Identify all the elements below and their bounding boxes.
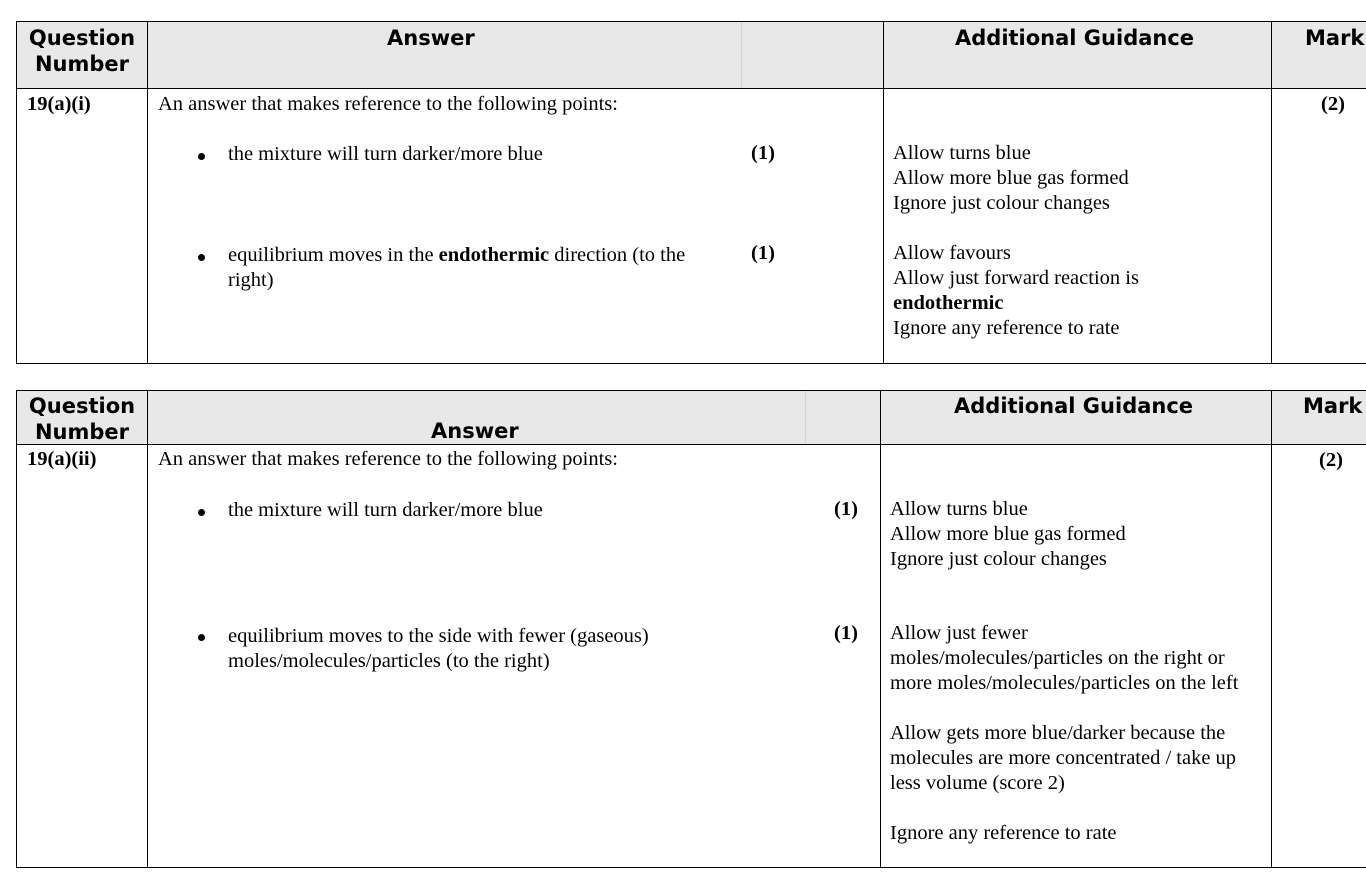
point-2-mark: (1)	[751, 242, 775, 264]
additional-guidance-header: Additional Guidance	[954, 394, 1194, 418]
answer-intro: An answer that makes reference to the following points:	[158, 93, 618, 115]
answer-point-2: equilibrium moves to the side with fewer (gaseous) moles/molecules/particles (to the right)	[228, 625, 649, 672]
answer-intro: An answer that makes reference to the following points:	[158, 448, 618, 470]
answer-point-1: the mixture will turn darker/more blue	[228, 143, 543, 165]
answer-header: Answer	[431, 419, 519, 443]
guidance-point-2: Allow just fewer moles/molecules/particles on the right or more moles/molecules/particles on the left Allow gets more blue/darker because the molecules are more concentrated / take up less volume (score 2) Ignore any reference to rate	[890, 622, 1239, 844]
answer-header: Answer	[387, 26, 475, 50]
answer-point-2: equilibrium moves in the endothermic direction (to the right)	[228, 244, 686, 291]
bullet-icon	[198, 153, 205, 160]
point-2-mark: (1)	[834, 622, 858, 644]
guidance-point-2: Allow favours Allow just forward reaction is endothermic Ignore any reference to rate	[893, 242, 1139, 339]
point-1-mark: (1)	[834, 498, 858, 520]
bullet-icon	[198, 254, 205, 261]
bullet-icon	[198, 509, 205, 516]
question-number: 19(a)(i)	[27, 93, 91, 115]
mark-scheme-table-2	[16, 390, 1366, 868]
answer-point-1: the mixture will turn darker/more blue	[228, 499, 543, 521]
point-1-mark: (1)	[751, 142, 775, 164]
bullet-icon	[198, 634, 205, 641]
mark-header: Mark	[1305, 26, 1365, 50]
guidance-point-1: Allow turns blue Allow more blue gas formed Ignore just colour changes	[893, 142, 1129, 214]
question-number: 19(a)(ii)	[27, 448, 97, 470]
total-mark: (2)	[1319, 449, 1343, 471]
total-mark: (2)	[1321, 93, 1345, 115]
question-number-header: Question Number	[28, 394, 136, 444]
mark-header: Mark	[1303, 394, 1363, 418]
mark-scheme-table-1	[16, 21, 1366, 364]
question-number-header: Question Number	[28, 26, 136, 76]
additional-guidance-header: Additional Guidance	[955, 26, 1195, 50]
guidance-point-1: Allow turns blue Allow more blue gas formed Ignore just colour changes	[890, 498, 1126, 570]
